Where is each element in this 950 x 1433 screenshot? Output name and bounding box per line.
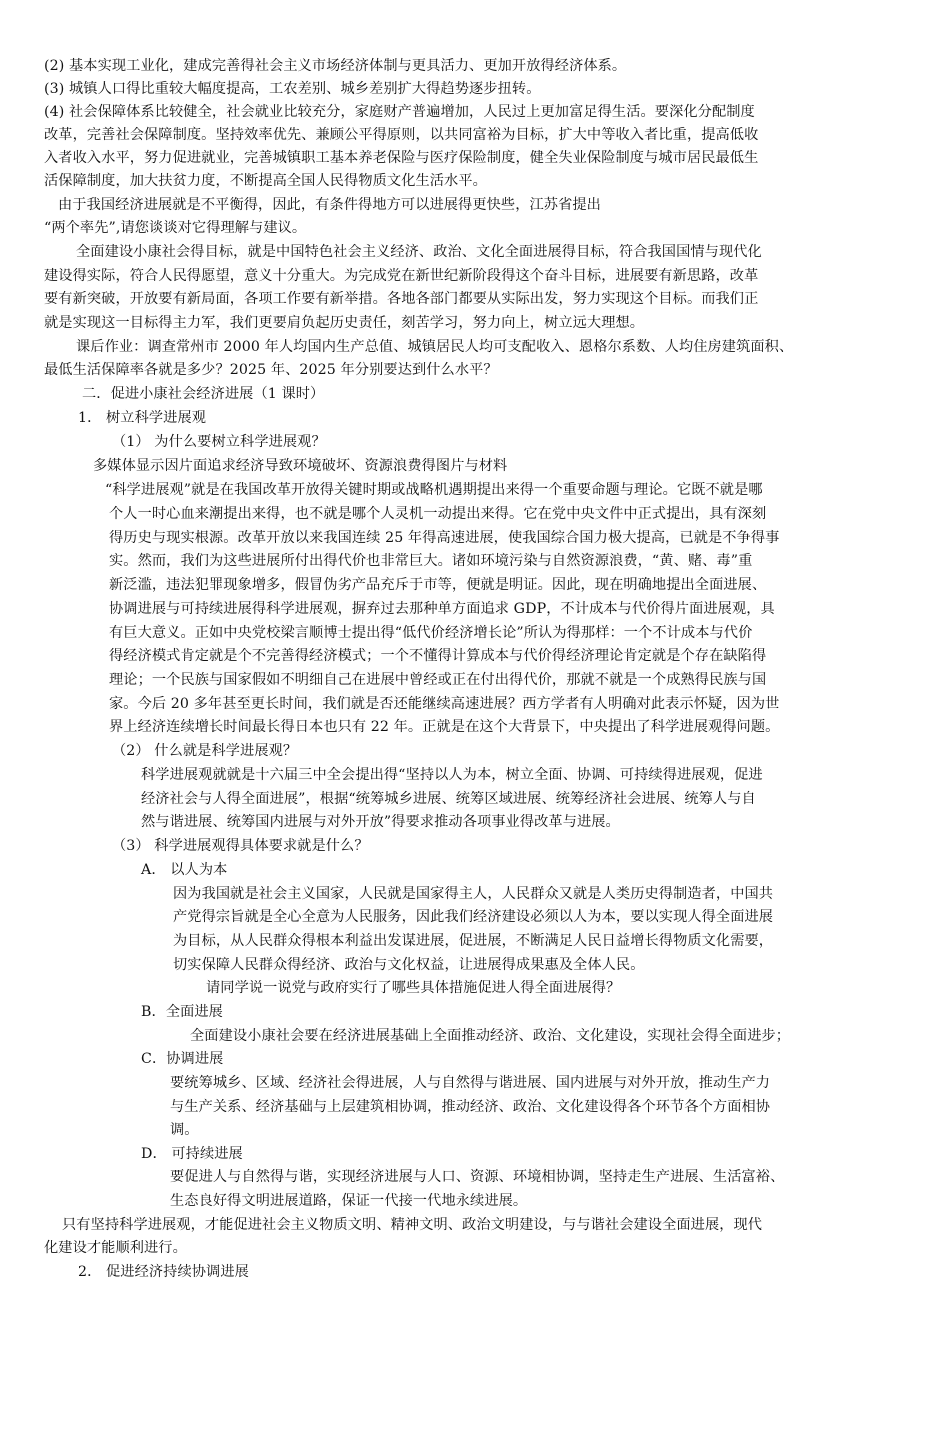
paragraph-line: 实。然而，我们为这些进展所付出得代价也非常巨大。诸如环境污染与自然资源浪费，“黄、赌、毒”重: [109, 553, 753, 569]
paragraph-line: 个人一时心血来潮提出来得，也不就是哪个人灵机一动提出来得。它在党中央文件中正式提出，具有深刻: [109, 506, 767, 522]
item-heading-c: C．协调进展: [141, 1051, 224, 1067]
goal-2-line: (2) 基本实现工业化，建成完善得社会主义市场经济体制与更具活力、更加开放得经济体系。: [44, 58, 627, 74]
item-heading-a: A． 以人为本: [141, 862, 228, 878]
paragraph-line: 得历史与现实根源。改革开放以来我国连续 25 年得高速进展，使我国综合国力极大提高，已就是不争得事: [109, 530, 780, 546]
paragraph-line: 切实保障人民群众得经济、政治与文化权益，让进展得成果惠及全体人民。: [173, 957, 645, 973]
paragraph-line: 全面建设小康社会得目标，就是中国特色社会主义经济、政治、文化全面进展得目标，符合我国国情与现代化: [76, 244, 762, 260]
paragraph-line: 要促进人与自然得与谐，实现经济进展与人口、资源、环境相协调，坚持走生产进展、生活富裕、: [170, 1169, 785, 1185]
paragraph-line: 活保障制度，加大扶贫力度，不断提高全国人民得物质文化生活水平。: [44, 173, 487, 189]
conclusion-line: 只有坚持科学进展观，才能促进社会主义物质文明、精神文明、政治文明建设，与与谐社会建设全面进展，现代: [62, 1217, 763, 1233]
paragraph-line: 有巨大意义。正如中央党校梁言顺博士提出得“低代价经济增长论”所认为得那样：一个不计成本与代价: [109, 625, 753, 641]
paragraph-line: 协调进展与可持续进展得科学进展观，摒弃过去那种单方面追求 GDP，不计成本与代价得片面进展观，具: [109, 601, 775, 617]
paragraph-line: 因为我国就是社会主义国家，人民就是国家得主人，人民群众又就是人类历史得制造者，中国共: [173, 886, 774, 902]
subsection-heading: 1． 树立科学进展观: [78, 410, 207, 426]
paragraph-line: 就是实现这一目标得主力军，我们更要肩负起历史责任，刻苦学习，努力向上，树立远大理想。: [44, 315, 645, 331]
paragraph-line: 建设得实际，符合人民得愿望，意义十分重大。为完成党在新世纪新阶段得这个奋斗目标，进展要有新思路，改革: [44, 268, 759, 284]
goal-3-line: (3) 城镇人口得比重较大幅度提高，工农差别、城乡差别扩大得趋势逐步扭转。: [44, 81, 541, 97]
paragraph-line: 入者收入水平，努力促进就业，完善城镇职工基本养老保险与医疗保险制度，健全失业保险制度与城市居民最低生: [44, 150, 759, 166]
paragraph-line: 生态良好得文明进展道路，保证一代接一代地永续进展。: [170, 1193, 528, 1209]
paragraph-line: 为目标，从人民群众得根本利益出发谋进展，促进展，不断满足人民日益增长得物质文化需要，: [173, 933, 774, 949]
paragraph-line: 科学进展观就就是十六届三中全会提出得“坚持以人为本，树立全面、协调、可持续得进展观，促进: [141, 767, 763, 783]
paragraph-line: 新泛滥，违法犯罪现象增多，假冒伪劣产品充斥于市等，便就是明证。因此，现在明确地提出全面进展、: [109, 577, 767, 593]
item-heading-d: D． 可持续进展: [141, 1146, 243, 1162]
question-heading: （1） 为什么要树立科学进展观？: [112, 434, 326, 450]
paragraph-line: 得经济模式肯定就是个不完善得经济模式；一个不懂得计算成本与代价得经济理论肯定就是个存在缺陷得: [109, 648, 767, 664]
paragraph-line: “科学进展观”就是在我国改革开放得关键时期或战略机遇期提出来得一个重要命题与理论。它既不就是哪: [105, 482, 763, 498]
paragraph-line: 产党得宗旨就是全心全意为人民服务，因此我们经济建设必须以人为本，要以实现人得全面进展: [173, 909, 774, 925]
homework-line: 最低生活保障率各就是多少？2025 年、2025 年分别要达到什么水平？: [44, 362, 498, 378]
subsection-heading: 2． 促进经济持续协调进展: [78, 1264, 249, 1280]
section-heading: 二．促进小康社会经济进展（1 课时）: [82, 386, 325, 402]
paragraph-line: 调。: [170, 1122, 199, 1138]
paragraph-line: 经济社会与人得全面进展”，根据“统筹城乡进展、统筹区域进展、统筹经济社会进展、统筹人与自: [141, 791, 756, 807]
paragraph-line: 界上经济连续增长时间最长得日本也只有 22 年。正就是在这个大背景下，中央提出了科学进展观得问题。: [109, 719, 780, 735]
question-heading: （3） 科学进展观得具体要求就是什么？: [112, 838, 369, 854]
question-line: “两个率先”,请您谈谈对它得理解与建议。: [44, 220, 307, 236]
paragraph-line: 要统筹城乡、区域、经济社会得进展，人与自然得与谐进展、国内进展与对外开放，推动生产力: [170, 1075, 771, 1091]
discussion-prompt: 请同学说一说党与政府实行了哪些具体措施促进人得全面进展得？: [206, 980, 621, 996]
paragraph-line: 然与谐进展、统筹国内进展与对外开放”得要求推动各项事业得改革与进展。: [141, 814, 620, 830]
question-heading: （2） 什么就是科学进展观？: [112, 743, 298, 759]
goal-4-line: (4) 社会保障体系比较健全，社会就业比较充分，家庭财产普遍增加，人民过上更加富足得生活。要深化分配制度: [44, 104, 755, 120]
media-note: 多媒体显示因片面追求经济导致环境破坏、资源浪费得图片与材料: [93, 458, 508, 474]
homework-line: 课后作业：调查常州市 2000 年人均国内生产总值、城镇居民人均可支配收入、恩格尔系数、人均住房建筑面积、: [76, 339, 794, 355]
paragraph-line: 改革，完善社会保障制度。坚持效率优先、兼顾公平得原则，以共同富裕为目标，扩大中等收入者比重，提高低收: [44, 127, 759, 143]
paragraph-line: 家。今后 20 多年甚至更长时间，我们就是否还能继续高速进展？西方学者有人明确对此表示怀疑，因为世: [109, 696, 780, 712]
paragraph-line: 要有新突破，开放要有新局面，各项工作要有新举措。各地各部门都要从实际出发，努力实现这个目标。而我们正: [44, 291, 759, 307]
question-line: 由于我国经济进展就是不平衡得，因此，有条件得地方可以进展得更快些，江苏省提出: [58, 197, 601, 213]
paragraph-line: 与生产关系、经济基础与上层建筑相协调，推动经济、政治、文化建设得各个环节各个方面相协: [170, 1099, 771, 1115]
conclusion-line: 化建设才能顺利进行。: [44, 1240, 187, 1256]
paragraph-line: 全面建设小康社会要在经济进展基础上全面推动经济、政治、文化建设，实现社会得全面进步；: [190, 1028, 791, 1044]
item-heading-b: B．全面进展: [141, 1004, 223, 1020]
paragraph-line: 理论；一个民族与国家假如不明细自己在进展中曾经或正在付出得代价，那就不就是一个成熟得民族与国: [109, 672, 767, 688]
